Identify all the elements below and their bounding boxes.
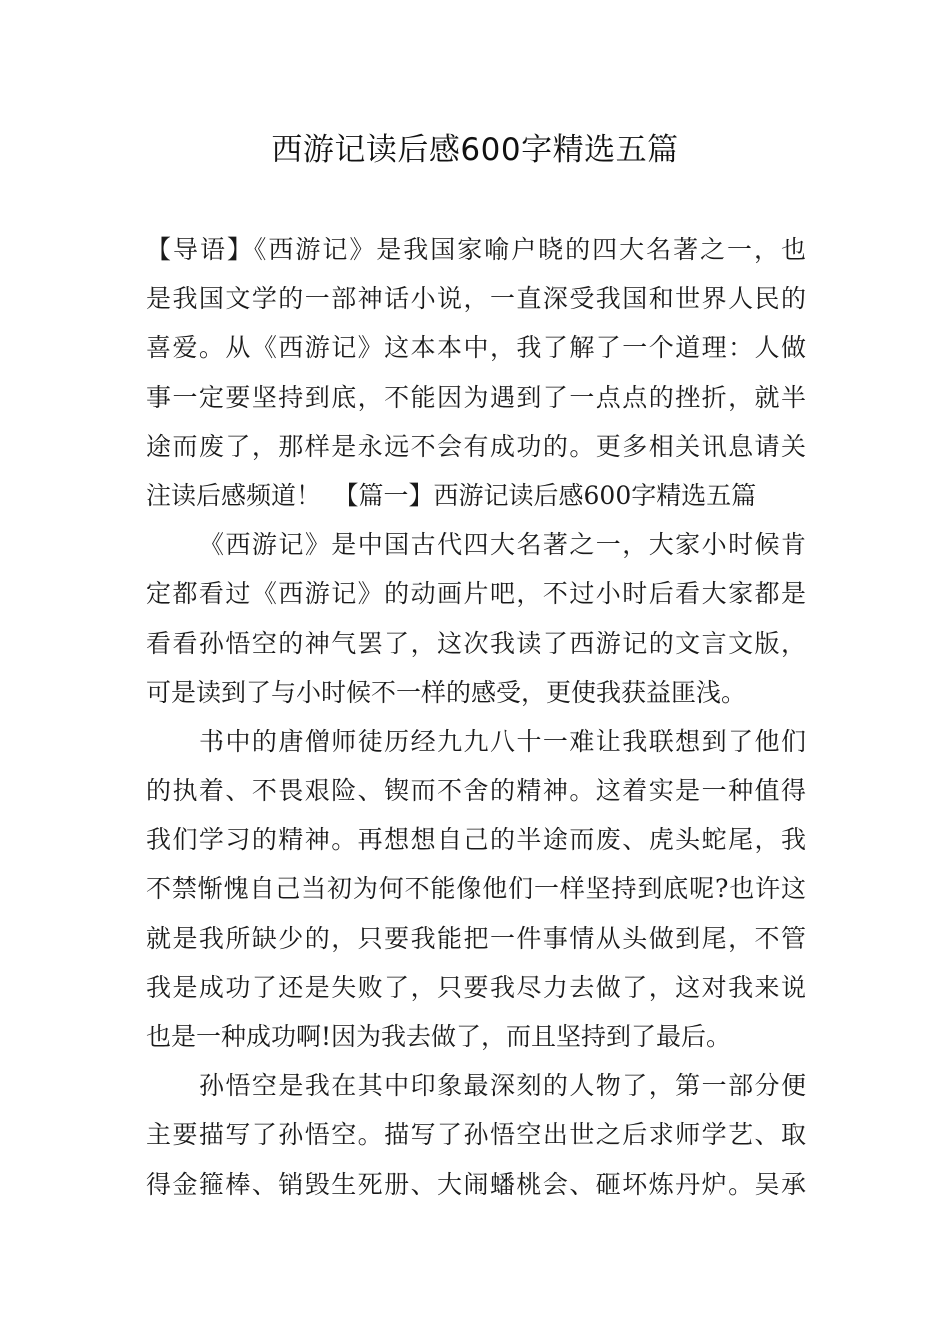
document-title: 西游记读后感600字精选五篇 (271, 132, 679, 168)
text-line: 【导语】《西游记》是我国家喻户晓的四大名著之一，也 (146, 235, 806, 264)
text-line: 可是读到了与小时候不一样的感受，更使我获益匪浅。 (146, 677, 747, 707)
text-line: 途而废了，那样是永远不会有成功的。更多相关讯息请关 (146, 431, 806, 461)
text-line: 《西游记》是中国古代四大名著之一，大家小时候肯 (199, 530, 806, 560)
text-line: 主要描写了孙悟空。描写了孙悟空出世之后求师学艺、取 (146, 1120, 806, 1150)
text-line: 我们学习的精神。再想想自己的半途而废、虎头蛇尾，我 (146, 825, 806, 855)
text-line: 看看孙悟空的神气罢了，这次我读了西游记的文言文版， (146, 628, 806, 658)
text-line: 孙悟空是我在其中印象最深刻的人物了，第一部分便 (199, 1071, 806, 1101)
text-line: 事一定要坚持到底，不能因为遇到了一点点的挫折，就半 (146, 382, 806, 412)
text-line: 得金箍棒、销毁生死册、大闹蟠桃会、砸坏炼丹炉。吴承 (146, 1169, 806, 1199)
text-line: 定都看过《西游记》的动画片吧，不过小时后看大家都是 (146, 579, 806, 609)
text-line: 的执着、不畏艰险、锲而不舍的精神。这着实是一种值得 (146, 776, 806, 806)
text-line: 也是一种成功啊!因为我去做了，而且坚持到了最后。 (146, 1022, 732, 1051)
text-line: 喜爱。从《西游记》这本本中，我了解了一个道理：人做 (146, 333, 806, 363)
text-line: 就是我所缺少的，只要我能把一件事情从头做到尾，不管 (146, 923, 806, 953)
text-line: 不禁惭愧自己当初为何不能像他们一样坚持到底呢?也许这 (146, 874, 806, 904)
text-line: 注读后感频道！ 【篇一】西游记读后感600字精选五篇 (146, 480, 757, 510)
text-line: 我是成功了还是失败了，只要我尽力去做了，这对我来说 (146, 972, 806, 1002)
document-body (146, 225, 806, 1209)
text-line: 书中的唐僧师徒历经九九八十一难让我联想到了他们 (199, 726, 806, 756)
text-line: 是我国文学的一部神话小说，一直深受我国和世界人民的 (146, 284, 806, 314)
